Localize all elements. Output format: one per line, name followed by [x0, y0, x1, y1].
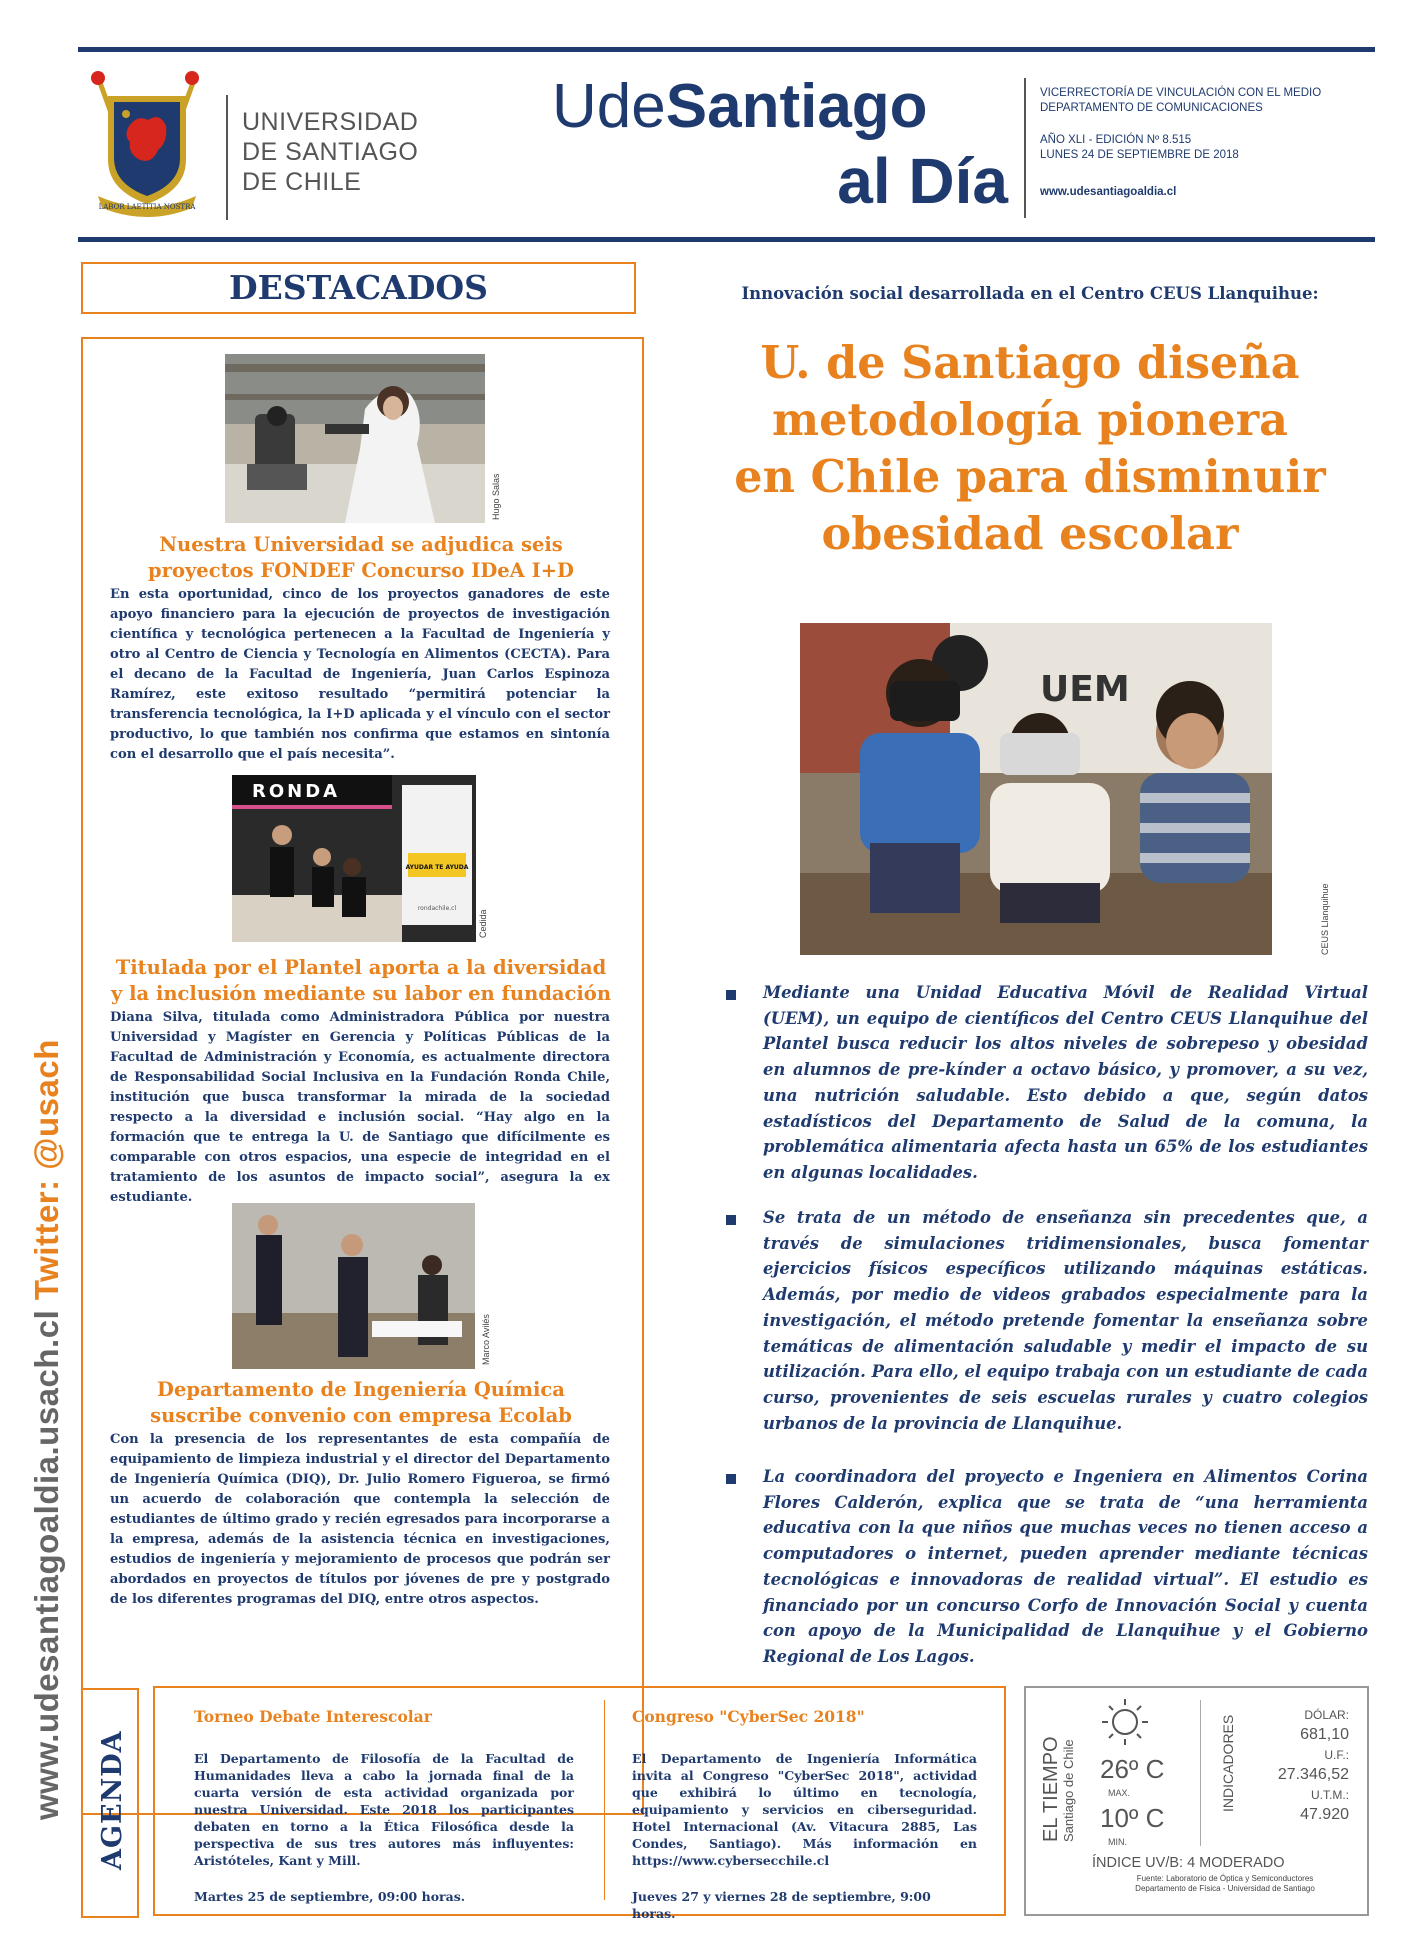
weather-label: EL TIEMPO [1040, 1736, 1062, 1842]
seal-divider [226, 95, 228, 220]
uf-value: 27.346,52 [1277, 1766, 1349, 1783]
agenda-label-box [81, 1688, 139, 1918]
masthead-main: Santiago [665, 72, 928, 141]
university-line-3: DE CHILE [242, 168, 362, 196]
weather-source-line2: Departamento de Física - Universidad de Santiago [1135, 1884, 1315, 1893]
photo-banner-text: RONDA [252, 781, 341, 802]
item1-headline-line2: proyectos FONDEF Concurso IDeA I+D [148, 559, 574, 582]
bullet-marker-3 [726, 1474, 736, 1484]
edition: AÑO XLI - EDICIÓN Nº 8.515 [1040, 134, 1192, 146]
university-name [242, 107, 418, 197]
indicators-label: INDICADORES [1220, 1714, 1236, 1812]
uv-index: ÍNDICE UV/B: 4 MODERADO [1092, 1855, 1285, 1871]
agenda-label: AGENDA [97, 1730, 128, 1870]
destacados-title: DESTACADOS [228, 268, 489, 307]
event2-when: Jueves 27 y viernes 28 de septiembre, 9:00 horas. [632, 1889, 931, 1921]
seal-motto: LABOR LAETITIA NOSTRA [98, 203, 196, 211]
vr-photo [800, 623, 1272, 955]
item3-headline-line2: suscribe convenio con empresa Ecolab [150, 1404, 572, 1427]
utm-label: U.T.M.: [1311, 1788, 1349, 1802]
ronda-photo [232, 775, 476, 942]
masthead-line2: al Día [837, 145, 1008, 217]
vr-photo-credit: CEUS Llanquihue [1320, 883, 1330, 955]
main-headline [690, 335, 1370, 563]
main-headline-line2: metodología pionera [771, 394, 1288, 446]
indicators-values [1245, 1706, 1349, 1826]
destacados-header [81, 262, 636, 314]
weather-divider [1200, 1700, 1201, 1846]
vertical-sidebar [28, 1039, 66, 1820]
sidebar-twitter[interactable]: Twitter: @usach [28, 1039, 65, 1301]
temp-min-label: MIN. [1108, 1837, 1127, 1847]
main-headline-line1: U. de Santiago diseña [760, 337, 1300, 389]
agenda-event-2 [632, 1707, 977, 1922]
item3-headline [96, 1377, 626, 1429]
dolar-label: DÓLAR: [1304, 1708, 1349, 1722]
event1-when: Martes 25 de septiembre, 09:00 horas. [194, 1889, 466, 1904]
website-link[interactable]: www.udesantiagoaldia.cl [1040, 186, 1177, 198]
item2-headline-line2: y la inclusión mediante su labor en fundación [111, 982, 611, 1005]
item2-headline [96, 955, 626, 1007]
weather-label-group [1040, 1736, 1076, 1842]
utm-value: 47.920 [1300, 1806, 1349, 1823]
main-headline-line4: obesidad escolar [821, 508, 1239, 560]
item1-headline-line1: Nuestra Universidad se adjudica seis [159, 533, 563, 556]
university-line-2: DE SANTIAGO [242, 138, 419, 166]
masthead [552, 70, 1008, 218]
ecolab-photo [232, 1203, 475, 1369]
header-info [1040, 86, 1321, 200]
sun-icon [1095, 1696, 1155, 1748]
main-bullet-3: La coordinadora del proyecto e Ingeniera en Alimentos Corina Flores Calderón, explica que se trata de “una herramienta educativa con la que niños que muchas veces no tienen acceso a computadores o internet, pueden aprender mediante técnicas tecnológicas e innovadoras de realidad virtual”. El estudio es financiado por un concurso Corfo de Innovación Social y cuenta con apoyo de la Municipalidad de Llanquihue y el Gobierno Regional de Los Lagos. [763, 1467, 1368, 1666]
event1-title: Torneo Debate Interescolar [194, 1707, 432, 1726]
weather-city: Santiago de Chile [1061, 1739, 1076, 1842]
item2-body: Diana Silva, titulada como Administradora Pública por nuestra Universidad y Magíster en Gerencia y Políticas Públicas de la Facultad de Administración y Economía, es actualmente directora de Responsabilidad Social Inclusiva en la Fundación Ronda Chile, institución que busca transformar la mirada de la sociedad respecto a la diversidad e inclusión social. “Hay algo en la formación que te entrega la U. de Santiago que difícilmente es comparable con otros espacios, una especie de integridad en el tratamiento de los asuntos de impacto social”, asegura la ex estudiante. [110, 1010, 610, 1205]
photo-site-text: rondachile.cl [417, 905, 457, 912]
weather-source-line1: Fuente: Laboratorio de Óptica y Semiconductores [1136, 1874, 1314, 1883]
item3-headline-line1: Departamento de Ingeniería Química [157, 1378, 565, 1401]
item1-body: En esta oportunidad, cinco de los proyectos ganadores de este apoyo financiero para la ejecución de proyectos de investigación científica y tecnológica pertenecen a la Facultad de Ingeniería y otro al Centro de Ciencia y Tecnología en Alimentos (CECTA). Para el decano de la Facultad de Ingeniería, Juan Carlos Espinoza Ramírez, este exitoso resultado “permitirá potenciar la transferencia tecnológica, la I+D aplicada y el vínculo con el sector productivo, lo que también nos confirma que estamos en sintonía con el desarrollo que el país necesita”. [110, 587, 610, 762]
bullet-marker-1 [726, 990, 736, 1000]
main-bullet-2: Se trata de un método de enseñanza sin precedentes que, a través de simulaciones tridimensionales, busca fomentar ejercicios físicos específicos utilizando máquinas estáticas. Además, por medio de videos grabados especialmente para la investigación, el método pretende fomentar la enseñanza sobre temáticas de alimentación saludable y medir el impacto de su utilización. Para ello, el equipo trabaja con un estudiante de cada curso, provenientes de seis escuelas rurales y cuatro colegios urbanos de la provincia de Llanquihue. [763, 1208, 1368, 1433]
masthead-divider [1024, 78, 1026, 218]
university-seal [88, 68, 206, 218]
main-bullet-1: Mediante una Unidad Educativa Móvil de Realidad Virtual (UEM), un equipo de científicos del Centro CEUS Llanquihue del Plantel busca reducir los altos niveles de sobrepeso y obesidad en alumnos de pre-kínder a octavo básico, y promover, a su vez, una nutrición saludable. Esto debido a que, según datos estadísticos del Departamento de Salud de la comuna, la problemática alimentaria afecta hasta un 65% de los estudiantes en algunas localidades. [763, 983, 1368, 1182]
weather-source [1100, 1874, 1350, 1894]
issue-date: LUNES 24 DE SEPTIEMBRE DE 2018 [1040, 149, 1239, 161]
item2-headline-line1: Titulada por el Plantel aporta a la diversidad [115, 956, 607, 979]
lab-photo [225, 354, 485, 523]
event1-body: El Departamento de Filosofía de la Facultad de Humanidades lleva a cabo la jornada final de la cuarta versión de esta actividad organizada por nuestra Universidad. Este 2018 los participantes debaten en torno a la Ética Filosófica desde la perspectiva de sus tres autores más influyentes: Aristóteles, Kant y Mill. [194, 1751, 574, 1868]
ecolab-photo-credit: Marco Avilés [481, 1314, 491, 1365]
temp-max-label: MAX. [1108, 1788, 1131, 1798]
agenda-divider [604, 1700, 605, 1900]
temp-max: 26º C [1100, 1754, 1165, 1784]
sidebar-url[interactable]: www.udesantiagoaldia.usach.cl [28, 1309, 65, 1820]
ronda-photo-credit: Cedida [478, 909, 488, 938]
main-headline-line3: en Chile para disminuir [734, 451, 1326, 503]
lab-photo-credit: Hugo Salas [491, 473, 501, 520]
uf-label: U.F.: [1324, 1748, 1349, 1762]
dolar-value: 681,10 [1300, 1726, 1349, 1743]
agenda-event-1 [194, 1707, 574, 1905]
dept-line-2: DEPARTAMENTO DE COMUNICACIONES [1040, 102, 1263, 114]
event2-body: El Departamento de Ingeniería Informática invita al Congreso "CyberSec 2018", actividad que exhibirá lo último en tecnología, equipamiento y servicios en ciberseguridad. Hotel Internacional (Av. Vitacura 2885, Las Condes, Santiago). Más información en https://www.cybersecchile.cl [632, 1751, 977, 1868]
item1-headline [96, 532, 626, 584]
temp-min: 10º C [1100, 1803, 1165, 1833]
photo-sign-text: AYUDAR TE AYUDA [405, 864, 469, 871]
university-line-1: UNIVERSIDAD [242, 108, 419, 136]
main-kicker: Innovación social desarrollada en el Centro CEUS Llanquihue: [741, 284, 1319, 303]
event2-title: Congreso "CyberSec 2018" [632, 1707, 865, 1726]
bullet-marker-2 [726, 1215, 736, 1225]
dept-line-1: VICERRECTORÍA DE VINCULACIÓN CON EL MEDIO [1040, 87, 1322, 99]
masthead-prefix: Ude [552, 72, 666, 141]
item3-body: Con la presencia de los representantes de esta compañía de equipamiento de limpieza industrial y el director del Departamento de Ingeniería Química (DIQ), Dr. Julio Romero Figueroa, se firmó un acuerdo de colaboración que contempla la selección de estudiantes de último grado y recién egresados para incorporarse a la empresa, además de la asistencia técnica en investigaciones, estudios de ingeniería y mejoramiento de procesos que podrán ser abordados en proyectos de títulos por jóvenes de pre y postgrado de los diferentes programas del DIQ, entre otros aspectos. [110, 1432, 610, 1607]
header-top-rule [78, 47, 1375, 52]
photo-uem-text: UEM [1040, 669, 1130, 710]
header-bottom-rule [78, 237, 1375, 242]
